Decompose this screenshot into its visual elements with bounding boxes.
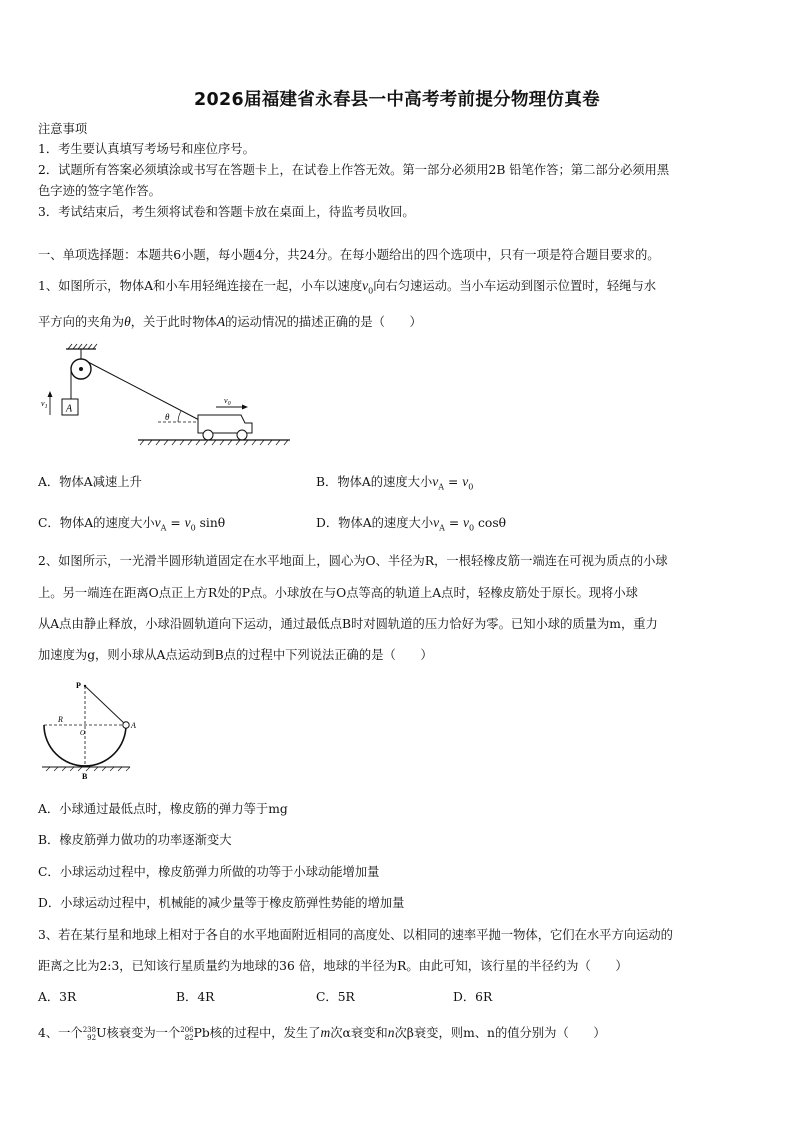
q3-line-1: 3、若在某行星和地球上相对于各自的水平地面附近相同的高度处、以相同的速率平抛一物体，它们在水平方向运动的	[38, 928, 673, 942]
q3-option-a[interactable]: A．3R	[38, 990, 77, 1004]
notice-item-1: 1．考生要认真填写考场号和座位序号。	[38, 142, 255, 156]
q1-figure	[38, 343, 298, 453]
svg-text:θ: θ	[165, 412, 170, 422]
q2-line-1: 2、如图所示，一光滑半圆形轨道固定在水平地面上，圆心为O、半径为R，一根轻橡皮筋一端连在可视为质点的小球	[38, 554, 668, 568]
q2-line-4: 加速度为g，则小球从A点运动到B点的过程中下列说法正确的是（ ）	[38, 648, 433, 662]
nuclide-u-index: 238 92	[82, 1025, 97, 1042]
svg-text:v1: $v_1$	[41, 399, 48, 410]
q3-line-2: 距离之比为2:3，已知该行星质量约为地球的36 倍，地球的半径为R。由此可知，该行星的半径约为（ ）	[38, 959, 628, 973]
q2-line-3: 从A点由静止释放，小球沿圆轨道向下运动，通过最低点B时对圆轨道的压力恰好为零。已知小球的质量为m，重力	[38, 617, 658, 631]
q1-option-c[interactable]: C．物体A的速度大小$v_A = v_0$ sinθ	[38, 515, 226, 533]
svg-text:A: A	[66, 403, 73, 415]
page-title: 2026届福建省永春县一中高考考前提分物理仿真卷	[194, 90, 600, 110]
q2-option-a[interactable]: A．小球通过最低点时，橡皮筋的弹力等于mg	[38, 802, 288, 816]
q2-figure	[38, 678, 158, 782]
q1-line-1: 1、如图所示，物体A和小车用轻绳连接在一起，小车以速度$v_0$向右匀速运动。当小车运动到图示位置时，轻绳与水	[38, 278, 657, 296]
q2-option-c[interactable]: C．小球运动过程中，橡皮筋弹力所做的功等于小球动能增加量	[38, 865, 380, 879]
section-heading: 一、单项选择题：本题共6小题，每小题4分，共24分。在每小题给出的四个选项中，只有一项是符合题目要求的。	[38, 248, 660, 262]
ball-a	[123, 722, 129, 728]
nuclide-pb-index: 206 82	[180, 1025, 194, 1042]
q1-line-2: 平方向的夹角为θ，关于此时物体A的运动情况的描述正确的是（ ）	[38, 314, 422, 329]
q1-option-d[interactable]: D．物体A的速度大小$v_A = v_0$ cosθ	[316, 515, 507, 533]
svg-text:R: R	[58, 715, 63, 724]
q1-option-b[interactable]: B．物体A的速度大小$v_A = v_0$	[316, 474, 474, 492]
notice-item-2: 2．试题所有答案必须填涂或书写在答题卡上，在试卷上作答无效。第一部分必须用2B 铅笔作答；第二部分必须用黑	[38, 163, 670, 177]
notice-heading: 注意事项	[38, 122, 88, 136]
q3-option-d[interactable]: D．6R	[453, 990, 493, 1004]
notice-item-3: 3．考试结束后，考生须将试卷和答题卡放在桌面上，待监考员收回。	[38, 205, 415, 219]
svg-text:A: A	[131, 721, 136, 730]
q2-option-b[interactable]: B．橡皮筋弹力做功的功率逐渐变大	[38, 833, 232, 847]
q2-option-d[interactable]: D．小球运动过程中，机械能的减少量等于橡皮筋弹性势能的增加量	[38, 896, 405, 910]
q1-option-a[interactable]: A．物体A减速上升	[38, 475, 142, 489]
svg-text:O: O	[80, 729, 86, 737]
svg-text:P: P	[76, 681, 81, 690]
q3-option-c[interactable]: C．5R	[316, 990, 355, 1004]
notice-item-2-cont: 色字迹的签字笔作答。	[38, 184, 161, 198]
svg-text:v0: $v_0$	[224, 396, 231, 407]
svg-text:B: B	[82, 772, 88, 781]
q2-line-2: 上。另一端连在距离O点正上方R处的P点。小球放在与O点等高的轨道上A点时，轻橡皮筋处于原长。现将小球	[38, 586, 638, 600]
q3-option-b[interactable]: B．4R	[176, 990, 215, 1004]
q4-line: 4、一个 238 92 U核衰变为一个 206 82 Pb核的过程中，发生了m次α衰变和n次β衰变，则m、n的值分别为（ ）	[38, 1025, 606, 1042]
